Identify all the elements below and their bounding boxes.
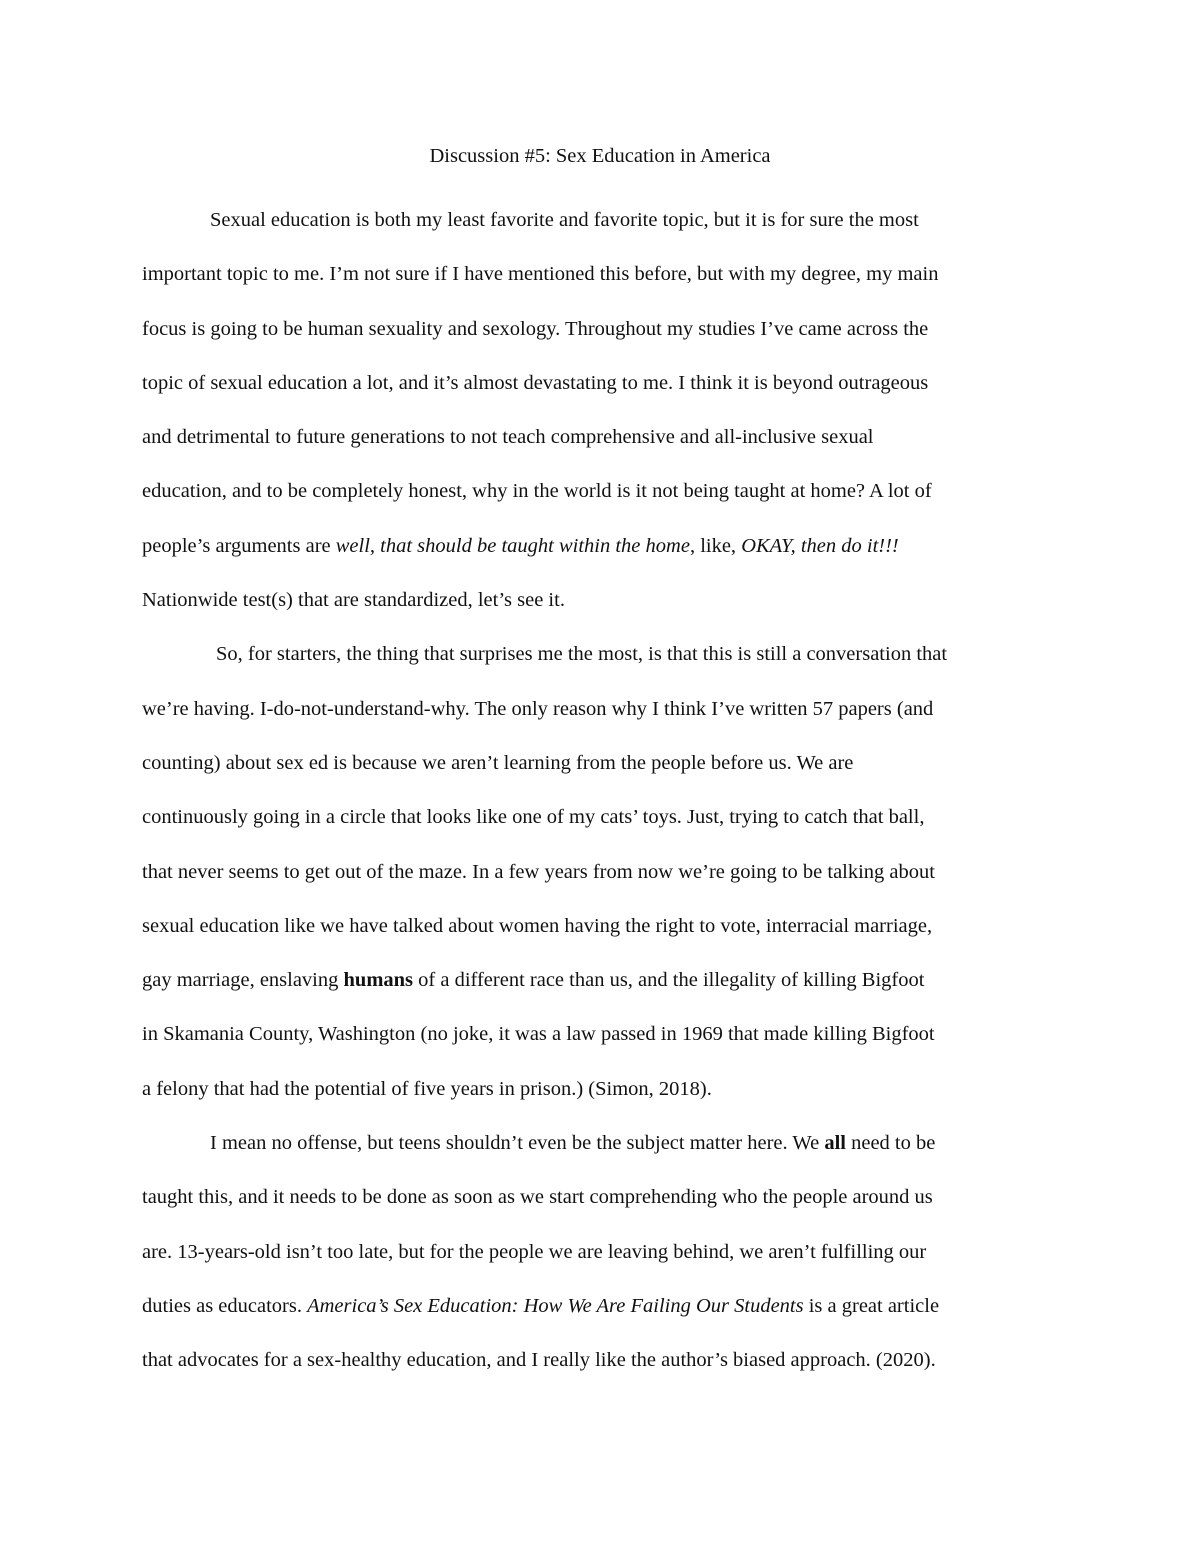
text-line bbox=[142, 1062, 1082, 1116]
document-title: Discussion #5: Sex Education in America bbox=[429, 145, 771, 167]
text-line bbox=[142, 1170, 1082, 1224]
text-run: need to be bbox=[845, 1132, 936, 1155]
document-body bbox=[142, 193, 1082, 1388]
text-line bbox=[142, 1225, 1082, 1279]
paragraph bbox=[142, 1116, 1082, 1387]
italic-text: America’s Sex Education: How We Are Failing Our Students bbox=[307, 1294, 804, 1317]
italic-text: well, that should be taught within the home bbox=[335, 534, 690, 557]
text-line bbox=[142, 1116, 1082, 1170]
text-run: we’re having. I-do-not-understand-why. The only reason why I think I’ve written 57 papers (and bbox=[142, 697, 934, 720]
text-line bbox=[142, 899, 1082, 953]
text-run: duties as educators. bbox=[142, 1294, 308, 1317]
text-run: in Skamania County, Washington (no joke, it was a law passed in 1969 that made killing Bigfoot bbox=[142, 1023, 935, 1046]
text-run: is a great article bbox=[803, 1294, 940, 1317]
paragraph bbox=[142, 193, 1082, 627]
text-line bbox=[142, 410, 1082, 464]
text-run: of a different race than us, and the illegality of killing Bigfoot bbox=[413, 969, 925, 992]
paragraph bbox=[142, 627, 1082, 1116]
text-run: a felony that had the potential of five years in prison.) (Simon, 2018). bbox=[142, 1077, 712, 1100]
text-line bbox=[142, 573, 1082, 627]
text-run: I mean no offense, but teens shouldn’t even be the subject matter here. We bbox=[210, 1132, 825, 1155]
text-line bbox=[142, 519, 1082, 573]
text-run: counting) about sex ed is because we aren’t learning from the people before us. We are bbox=[142, 751, 854, 774]
text-line bbox=[142, 193, 1082, 247]
text-line bbox=[142, 953, 1082, 1007]
text-run: sexual education like we have talked about women having the right to vote, interracial marriage, bbox=[142, 914, 933, 937]
text-line bbox=[142, 790, 1082, 844]
text-run: gay marriage, enslaving bbox=[142, 969, 344, 992]
text-run: focus is going to be human sexuality and sexology. Throughout my studies I’ve came across the bbox=[142, 317, 929, 340]
text-line bbox=[142, 1007, 1082, 1061]
text-line bbox=[142, 845, 1082, 899]
text-run: are. 13-years-old isn’t too late, but for the people we are leaving behind, we aren’t fulfilling our bbox=[142, 1240, 927, 1263]
text-line bbox=[142, 1279, 1082, 1333]
text-run: that advocates for a sex-healthy education, and I really like the author’s biased approach. (2020). bbox=[142, 1349, 936, 1372]
text-run: people’s arguments are bbox=[142, 534, 336, 557]
text-line bbox=[142, 682, 1082, 736]
text-line bbox=[142, 464, 1082, 518]
text-line bbox=[142, 627, 1082, 681]
text-line bbox=[142, 247, 1082, 301]
text-line bbox=[142, 302, 1082, 356]
text-run: important topic to me. I’m not sure if I have mentioned this before, but with my degree, my main bbox=[142, 263, 939, 286]
text-run: and detrimental to future generations to not teach comprehensive and all-inclusive sexual bbox=[142, 426, 874, 449]
bold-text: all bbox=[824, 1132, 846, 1155]
text-run: , like, bbox=[689, 534, 742, 557]
text-run: continuously going in a circle that looks like one of my cats’ toys. Just, trying to catch that ball, bbox=[142, 806, 925, 829]
text-line bbox=[142, 736, 1082, 790]
text-run: taught this, and it needs to be done as soon as we start comprehending who the people around us bbox=[142, 1186, 933, 1209]
italic-text: OKAY, then do it!!! bbox=[741, 534, 899, 557]
text-run: that never seems to get out of the maze. In a few years from now we’re going to be talking about bbox=[142, 860, 935, 883]
text-run: topic of sexual education a lot, and it’s almost devastating to me. I think it is beyond outrageous bbox=[142, 371, 929, 394]
text-line bbox=[142, 1333, 1082, 1387]
text-run: So, for starters, the thing that surprises me the most, is that this is still a conversation that bbox=[216, 643, 948, 666]
text-run: education, and to be completely honest, why in the world is it not being taught at home? A lot of bbox=[142, 480, 932, 503]
text-run: Nationwide test(s) that are standardized, let’s see it. bbox=[142, 589, 565, 612]
text-line bbox=[142, 356, 1082, 410]
bold-text: humans bbox=[343, 969, 414, 992]
text-run: Sexual education is both my least favorite and favorite topic, but it is for sure the most bbox=[210, 209, 919, 231]
